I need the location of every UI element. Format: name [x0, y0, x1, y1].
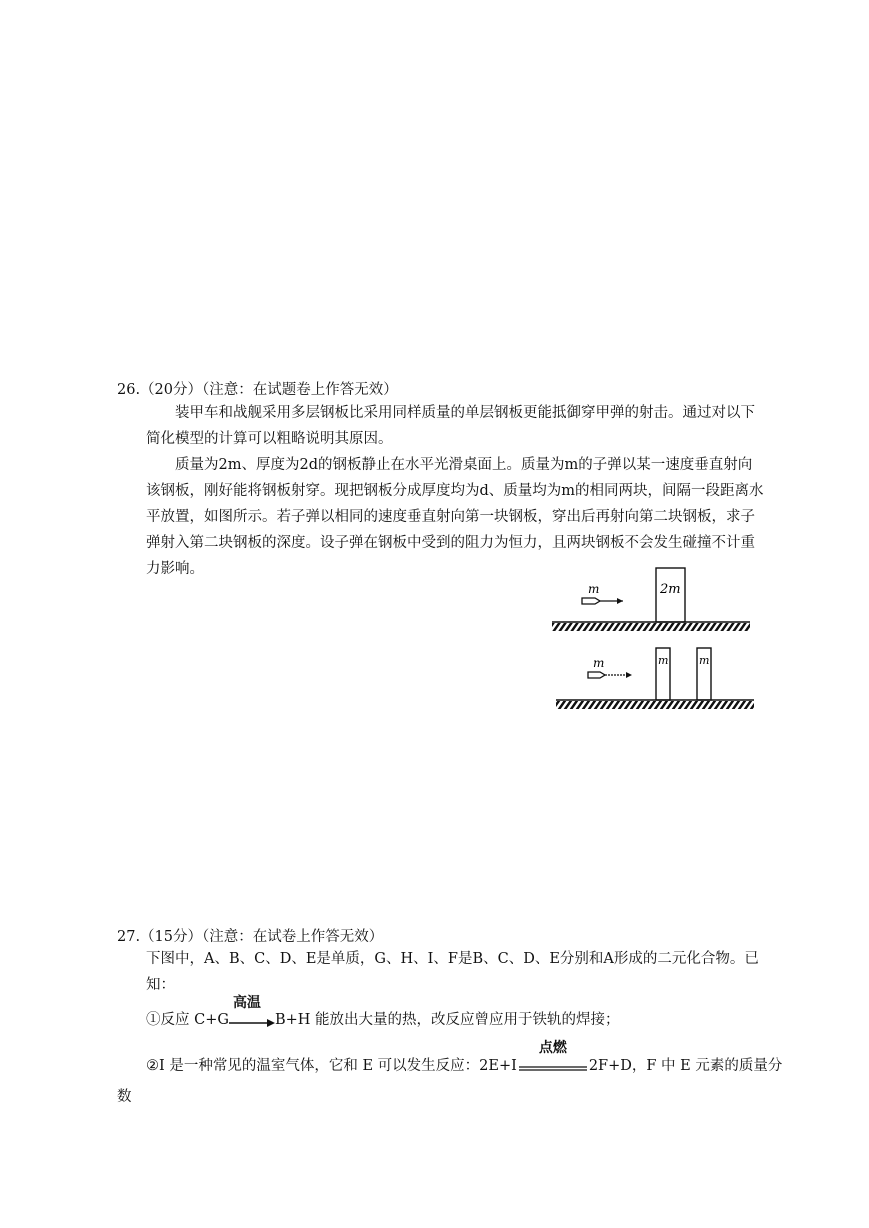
q27-item-2-continuation: 数 — [117, 1089, 132, 1105]
q26-header: 26.（20分）（注意：在试题卷上作答无效） — [117, 382, 398, 398]
plate-1-mass-label: m — [658, 654, 669, 667]
plate-mass-label-2m: 2m — [660, 582, 681, 597]
reaction-arrow-high-temp — [229, 995, 275, 1030]
q26-paragraph-1: 装甲车和战舰采用多层钢板比采用同样质量的单层钢板更能抵御穿甲弹的射击。通过对以下简化模型的计算可以粗略说明其原因。 — [146, 405, 755, 447]
q27-intro: 下图中，A、B、C、D、E是单质，G、H、I、F是B、C、D、E分别和A形成的二元化合物。已知： — [146, 951, 759, 993]
bullet-mass-label-top: m — [588, 582, 600, 596]
item-1-suffix: B+H 能放出大量的热，改反应曾应用于铁轨的焊接； — [274, 1012, 620, 1028]
condition-ignite: 点燃 — [538, 1040, 567, 1056]
q26-paragraph-2: 质量为2m、厚度为2d的钢板静止在水平光滑桌面上。质量为m的子弹以某一速度垂直射向该钢板，刚好能将钢板射穿。现把钢板分成厚度均为d、质量均为m的相同两块，间隔一段距离水平放置，如图所示。若子弹以相同的速度垂直射向第一块钢板，穿出后再射向第二块钢板，求子弹射入第二块钢板的深度。设子弹在钢板中受到的阻力为恒力，且两块钢板不会发生碰撞不计重力影响。 — [146, 457, 764, 577]
q27-item-1 — [146, 995, 620, 1030]
plate-2-mass-label: m — [699, 654, 710, 667]
bullet-top — [582, 598, 600, 604]
condition-high-temp: 高温 — [232, 995, 261, 1011]
table-hatching-bottom — [556, 701, 754, 709]
q27-header: 27.（15分）（注意：在试卷上作答无效） — [117, 929, 384, 945]
item-2-suffix: 2F+D，F 中 E 元素的质量分 — [588, 1058, 783, 1074]
item-2-prefix: ②I 是一种常见的温室气体，它和 E 可以发生反应：2E+I — [146, 1058, 517, 1074]
q27-item-2 — [146, 1040, 783, 1076]
bullet-bottom — [588, 672, 605, 678]
table-hatching-top — [552, 623, 750, 631]
q26-figure — [548, 560, 758, 720]
item-1-prefix: ①反应 C+G — [146, 1012, 229, 1028]
bullet-mass-label-bottom: m — [593, 656, 605, 670]
reaction-equals-ignite — [517, 1040, 589, 1076]
